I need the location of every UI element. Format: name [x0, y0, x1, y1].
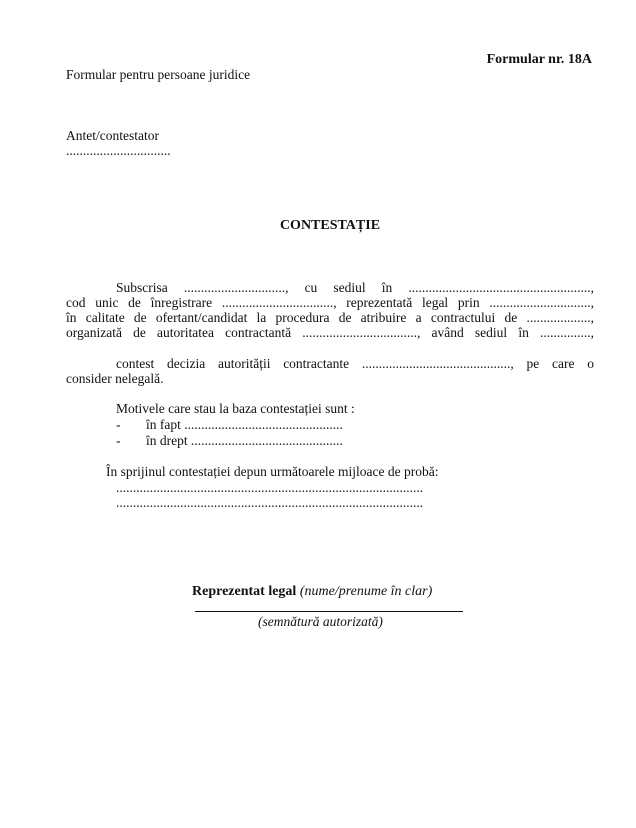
reason-item-law — [116, 433, 343, 449]
signature-label-italic: (nume/prenume în clar) — [299, 584, 433, 599]
sender-dots: ............................... — [66, 143, 171, 158]
paragraph-1-line-4: organizată de autoritatea contractantă .................................., având sediul în ..............., — [66, 325, 594, 340]
evidence-line-1: ........................................................................................... — [116, 480, 424, 495]
p1-cu: cu — [304, 280, 318, 295]
signature-label-bold: Reprezentat legal — [192, 584, 297, 599]
p1-sediul: sediul — [333, 280, 366, 295]
reason-item-fact — [116, 417, 343, 433]
evidence-line-2: ........................................................................................... — [116, 495, 424, 510]
paragraph-1-line-2: cod unic de înregistrare ................................., reprezentată legal prin .............................., — [66, 295, 594, 310]
signature-label — [192, 584, 432, 600]
paragraph-2-line-2: consider nelegală. — [66, 371, 164, 386]
evidence-intro: În sprijinul contestației depun următoarele mijloace de probă: — [106, 464, 439, 479]
p1-in: în — [381, 280, 393, 295]
reason-text: în fapt ............................................... — [146, 417, 343, 432]
form-number: Formular nr. 18A — [486, 52, 592, 67]
paragraph-1-line-1 — [116, 280, 594, 296]
reason-dash: - — [116, 433, 121, 448]
paragraph-1-line-3: în calitate de ofertant/candidat la procedura de atribuire a contractului de ..................., — [66, 310, 594, 325]
signature-caption: (semnătură autorizată) — [258, 614, 383, 629]
p1-dots-name: .............................., — [183, 280, 289, 295]
reason-dash: - — [116, 417, 121, 432]
reasons-intro: Motivele care stau la baza contestației sunt : — [116, 401, 355, 416]
signature-line — [195, 611, 463, 612]
sender-label: Antet/contestator — [66, 128, 159, 143]
paragraph-2-line-1: contest decizia autorității contractante ............................................, pe care o — [116, 356, 594, 371]
form-subtitle: Formular pentru persoane juridice — [66, 67, 251, 82]
p1-subscrisa: Subscrisa — [116, 280, 168, 295]
p1-dots-address: ......................................................, — [408, 280, 594, 295]
document-title: CONTESTAȚIE — [279, 218, 381, 233]
reason-text: în drept ............................................. — [146, 433, 343, 448]
